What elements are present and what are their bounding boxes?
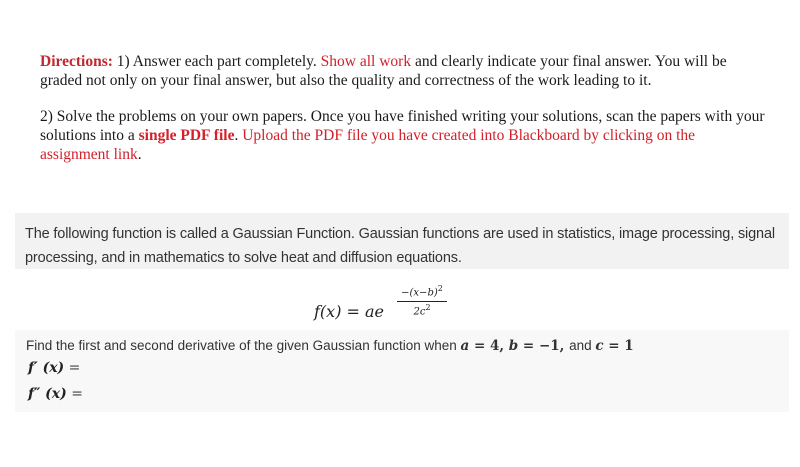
directions-paragraph-1 bbox=[40, 52, 768, 90]
param-c-value: = 1 bbox=[603, 338, 634, 354]
directions-p2-text-b: . bbox=[234, 127, 243, 144]
first-derivative-label: f′ (x) bbox=[28, 360, 65, 376]
exponent-numerator-power: 2 bbox=[437, 284, 443, 293]
single-pdf-text: single PDF file bbox=[138, 127, 235, 144]
param-c: c bbox=[595, 338, 604, 354]
upload-instruction-text: Upload the PDF file you have created into Blackboard by clicking on the assignment link bbox=[40, 127, 696, 163]
question-text bbox=[26, 338, 634, 354]
directions-p2-text-a: 2) Solve the problems on your own papers. Once you have finished writing your solutions, scan the papers with your solutions into a bbox=[40, 108, 765, 144]
exponent-denominator bbox=[397, 302, 447, 318]
directions-p2-text-c: . bbox=[137, 146, 142, 163]
question-lead-text: Find the first and second derivative of the given Gaussian function when bbox=[26, 338, 461, 353]
exponent-denominator-text: 2c bbox=[413, 306, 426, 318]
and-text: and bbox=[569, 338, 596, 353]
second-derivative-label: f″ (x) bbox=[28, 386, 67, 402]
second-derivative-line bbox=[28, 386, 83, 402]
exponent-numerator-text: −(x−b) bbox=[401, 287, 438, 299]
exponent-numerator bbox=[397, 282, 447, 302]
directions-block bbox=[40, 52, 768, 164]
directions-p1-text-a: 1) Answer each part completely. bbox=[112, 53, 321, 70]
question-box bbox=[15, 330, 789, 412]
directions-paragraph-2 bbox=[40, 107, 768, 164]
param-a: a bbox=[460, 338, 470, 354]
first-derivative-line bbox=[28, 360, 80, 376]
show-all-work-text: Show all work bbox=[320, 53, 412, 70]
directions-label: Directions: bbox=[40, 53, 113, 70]
directions-p1-text-b: and clearly indicate your final answer. You will be graded not only on your final answer, but also the quality and correctness of the work leading to it. bbox=[40, 53, 727, 89]
exponent-denominator-power: 2 bbox=[425, 303, 431, 313]
gaussian-formula bbox=[0, 282, 800, 326]
formula-exponent bbox=[397, 282, 447, 319]
second-derivative-equals: = bbox=[66, 386, 83, 402]
first-derivative-equals: = bbox=[64, 360, 81, 376]
param-a-value: = 4, bbox=[469, 338, 509, 354]
param-b: b bbox=[508, 338, 519, 354]
gaussian-intro-text: The following function is called a Gaussian Function. Gaussian functions are used in statistics, image processing, signal processing, and in mathematics to solve heat and diffusion equations. bbox=[25, 226, 775, 266]
gaussian-intro-box bbox=[15, 213, 789, 269]
formula-lhs: f(x) = ae bbox=[314, 302, 385, 321]
param-b-value: = −1, bbox=[518, 338, 570, 354]
